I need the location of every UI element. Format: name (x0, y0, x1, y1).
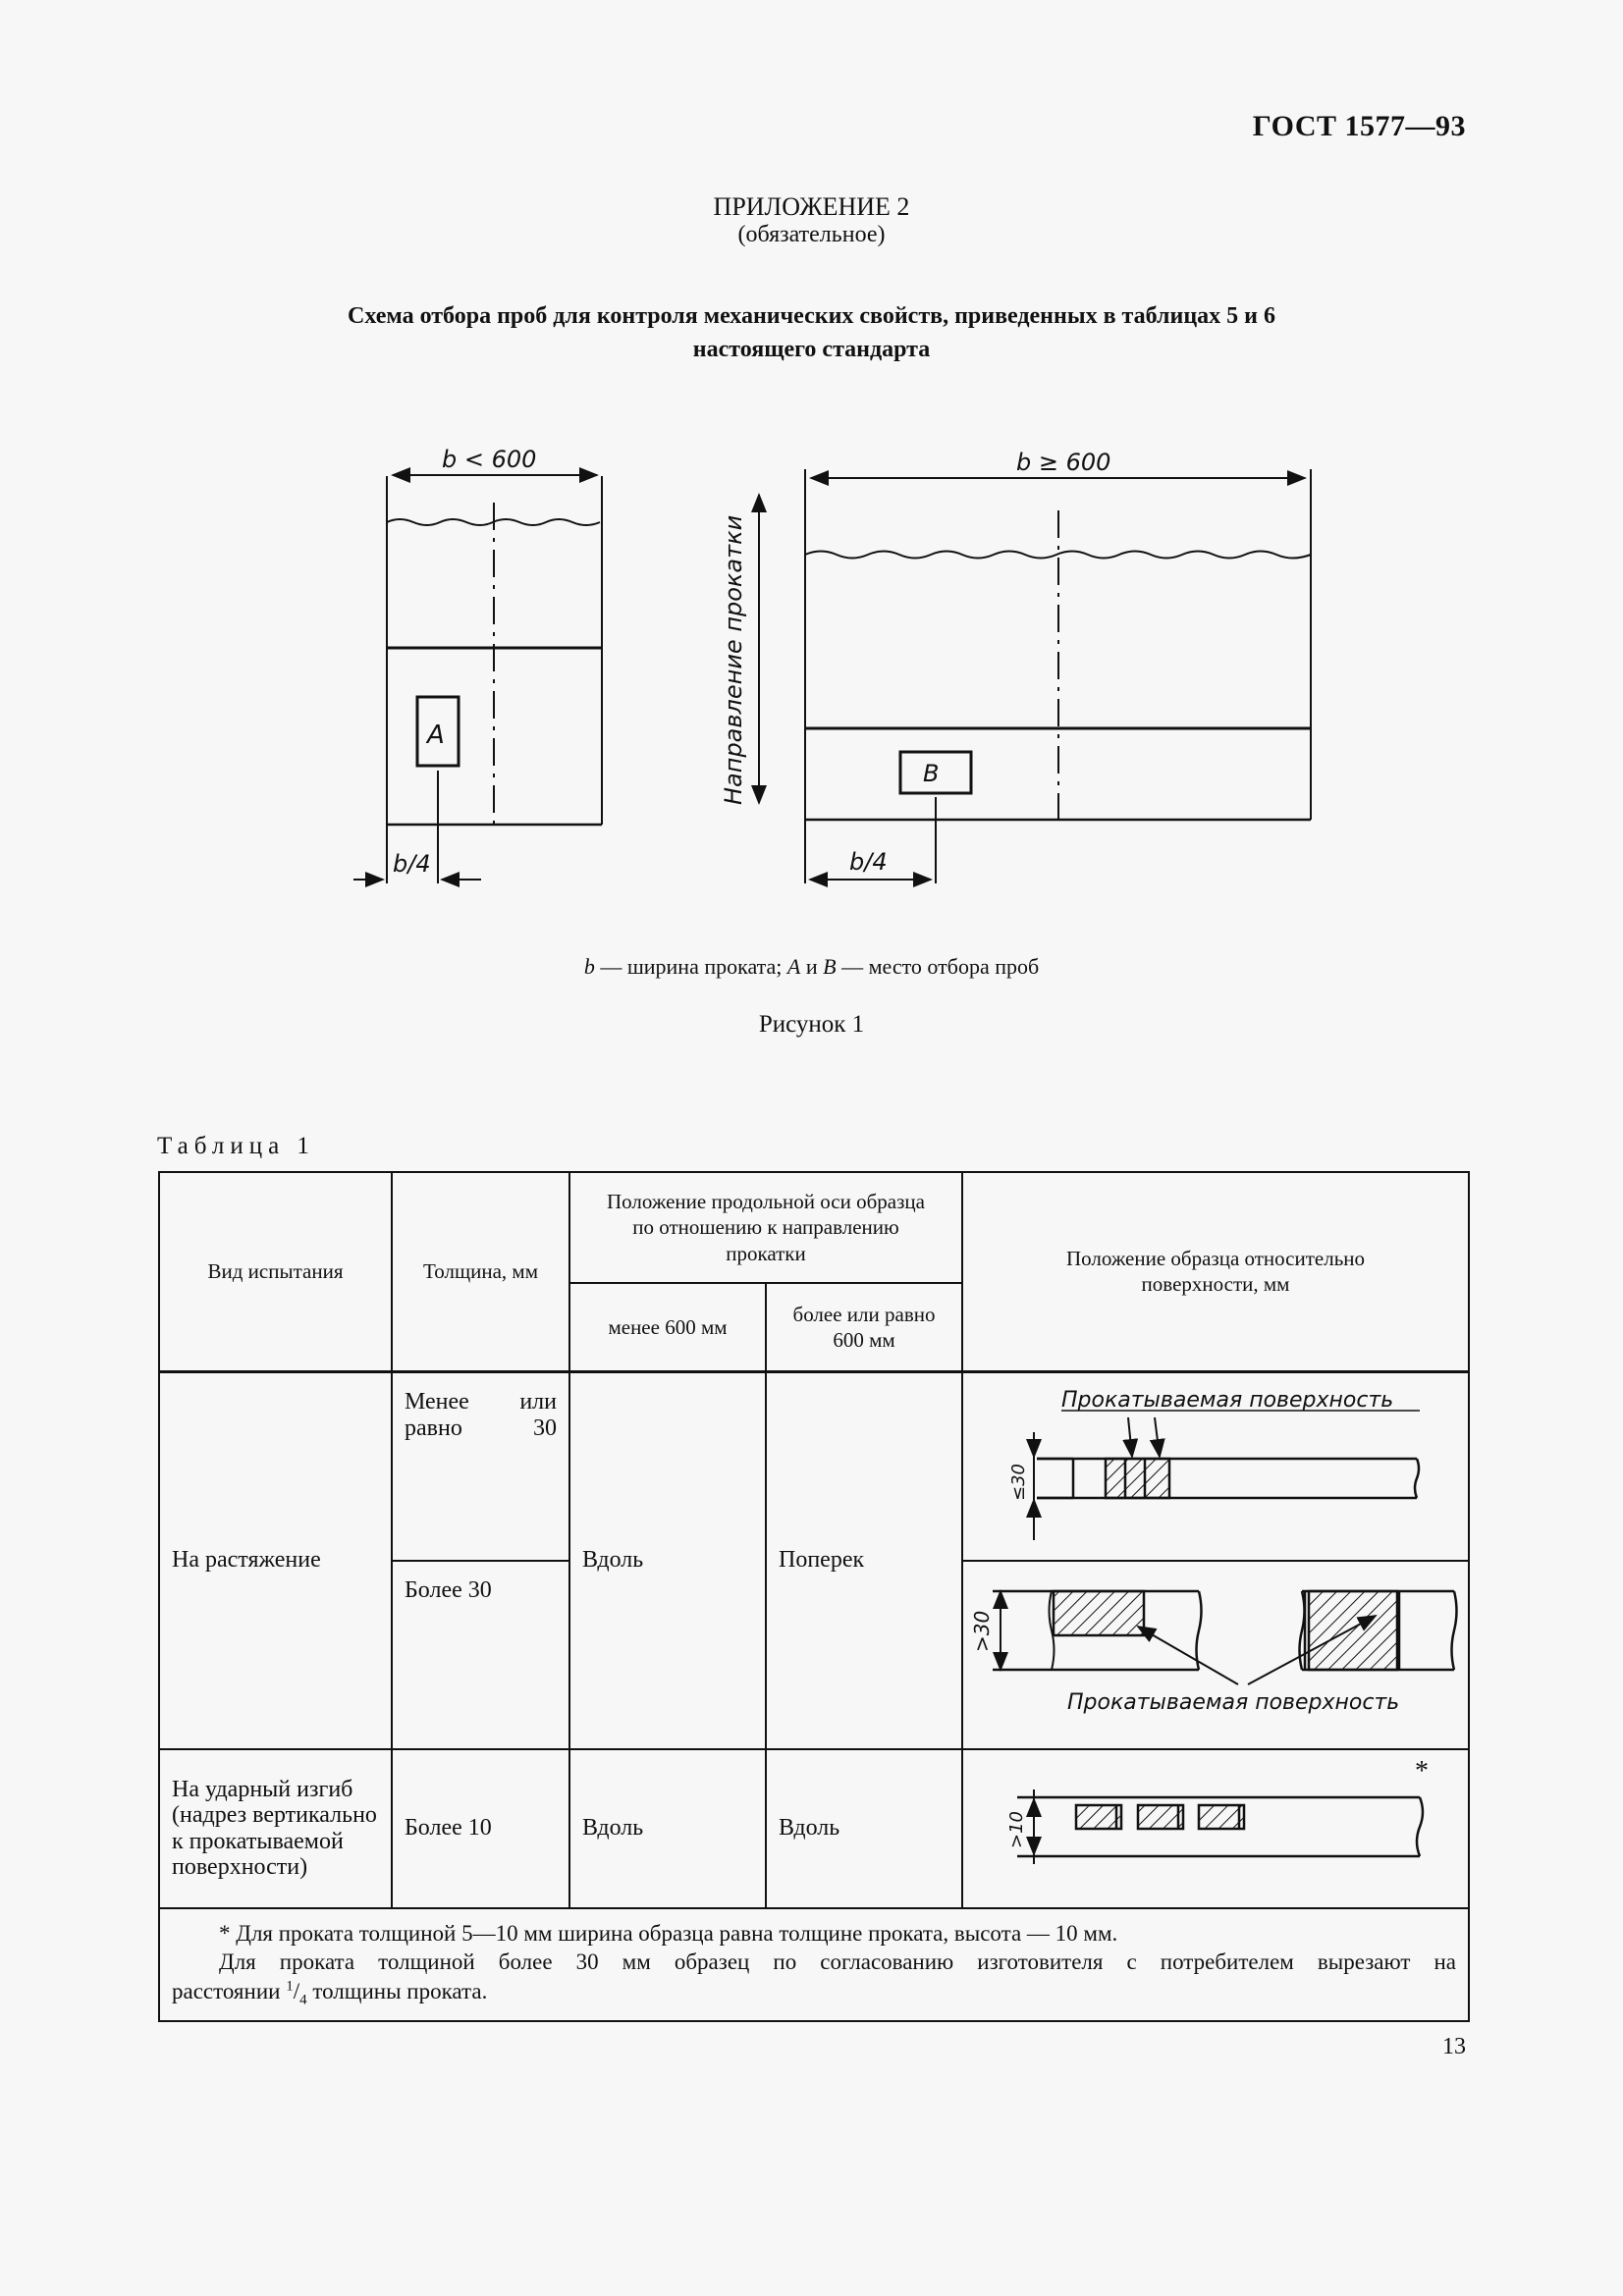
right-width-label: b ≥ 600 (1016, 449, 1111, 476)
tension-more-600: Поперек (766, 1371, 962, 1749)
scheme-title-line1: Схема отбора проб для контроля механических свойств, приведенных в таблицах 5 и 6 (348, 303, 1275, 329)
table-1 (158, 1171, 1470, 2022)
sketch-tension-gt-30 (962, 1561, 1469, 1749)
header-test-type: Вид испытания (159, 1172, 392, 1371)
header-axis-position: Положение продольной оси образца по отношению к направлению прокатки (569, 1172, 962, 1283)
sketch-impact (962, 1749, 1469, 1908)
left-width-label: b < 600 (442, 446, 537, 473)
dim-gt-30: >30 (970, 1610, 995, 1652)
impact-less-600: Вдоль (569, 1749, 766, 1908)
header-surface-position: Положение образца относительно поверхности, мм (962, 1172, 1469, 1371)
test-tension: На растяжение (159, 1371, 392, 1749)
scheme-title (196, 300, 1427, 366)
dim-le-30: ≤30 (1008, 1463, 1030, 1501)
legend-rest: — место отбора проб (836, 954, 1040, 979)
sample-a-label: A (427, 721, 445, 750)
sampling-scheme-figure (324, 432, 1325, 903)
scheme-title-line2: настоящего стандарта (692, 336, 931, 362)
legend-b-symbol: b (583, 954, 595, 979)
note-line-1: * Для проката толщиной 5—10 мм ширина образца равна толщине проката, высота — 10 мм. (219, 1920, 1118, 1946)
note-line-2: Для проката толщиной более 30 мм образец по согласованию изготовителя с потребителем вырезают на (219, 1949, 1457, 1975)
legend-b-text: — ширина проката; (594, 954, 787, 979)
rolling-surface-label-1: Прокатываемая поверхность (1061, 1387, 1394, 1413)
figure-legend (0, 954, 1623, 980)
appendix-subtitle: (обязательное) (737, 222, 886, 247)
appendix-title: ПРИЛОЖЕНИЕ 2 (713, 192, 910, 221)
page-number: 13 (1442, 2034, 1466, 2059)
sketch-tension-le-30 (962, 1371, 1469, 1561)
legend-a-symbol: A (786, 954, 801, 979)
header-more-600: более или равно 600 мм (766, 1283, 962, 1371)
impact-more-600: Вдоль (766, 1749, 962, 1908)
table-label: Таблица 1 (157, 1133, 315, 1159)
rolling-surface-label-2: Прокатываемая поверхность (1067, 1689, 1400, 1715)
thickness-le-30: Менее или равно 30 (392, 1371, 569, 1561)
thickness-gt-10: Более 10 (392, 1749, 569, 1908)
legend-and: и (800, 954, 824, 979)
note-line-3: расстоянии $^1/_4$ толщины проката. (172, 1978, 488, 2008)
figure-caption: Рисунок 1 (758, 1011, 865, 1038)
header-thickness: Толщина, мм (392, 1172, 569, 1371)
quarter-label-left: b/4 (393, 850, 431, 878)
quarter-label-right: b/4 (849, 848, 888, 876)
table-note (159, 1908, 1469, 2022)
rolling-direction-label: Направление прокатки (720, 514, 747, 805)
sample-b-label: B (923, 760, 940, 787)
dim-gt-10: >10 (1006, 1810, 1028, 1848)
document-code: ГОСТ 1577—93 (1252, 110, 1466, 142)
header-less-600: менее 600 мм (569, 1283, 766, 1371)
test-impact-bending: На ударный изгиб (надрез вертикально к прокатываемой поверхности) (159, 1749, 392, 1908)
legend-b2-symbol: B (823, 954, 837, 979)
tension-less-600: Вдоль (569, 1371, 766, 1749)
impact-asterisk: * (1415, 1755, 1430, 1787)
thickness-gt-30: Более 30 (392, 1561, 569, 1749)
